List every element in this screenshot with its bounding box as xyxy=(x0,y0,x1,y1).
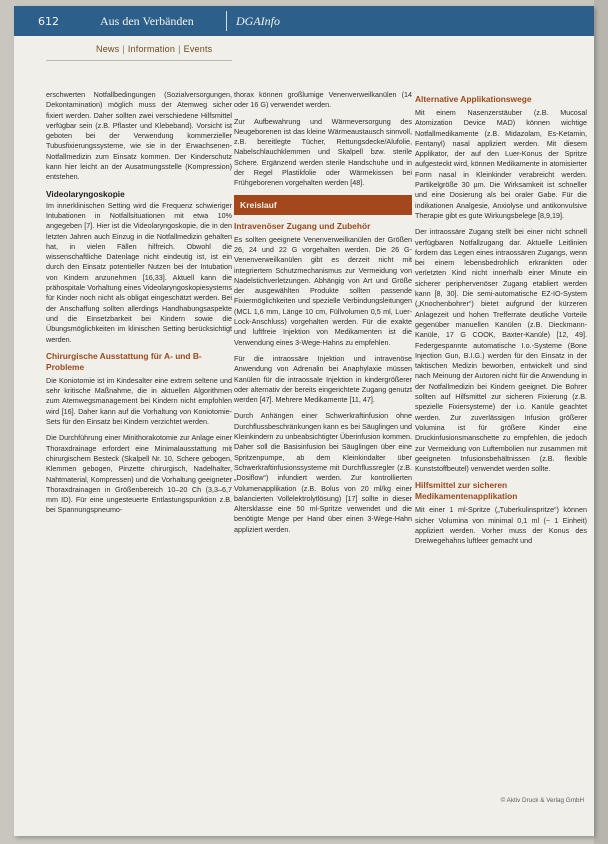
paragraph: Die Durchführung einer Minithorakotomie zur Anlage einer Thoraxdrainage erfordert eine Minimalausstattung mit chirurgischem Besteck (Skalpell Nr. 10, Schere gebogen, Klemmen gebogen, Pinzette chirurgisch, Nadelhalter, Nahtmaterial, Kompressen) und die Vorhaltung geeigneter Thoraxdrainagen in Größenbereich 10–20 Ch (3,3–6,7 mm ID). Für eine ungesteuerte Entlastungspunktion z.B. bei Spannungspneumo- xyxy=(46,433,232,515)
header-divider xyxy=(226,11,227,31)
page-number: 612 xyxy=(38,15,59,28)
brand-name: DGAInfo xyxy=(236,14,280,28)
paragraph: Für die intraossäre Injektion und intravenöse Anwendung von Adrenalin bei Anaphylaxie müssen Kanülen für die intraossale Injektion in kindergrößerer oder alternativ der bereits eingerichtete Zugang genutzt werden [47]. Mehrere Medikamente [11, 47]. xyxy=(234,353,412,405)
heading-chirurgische-ausstattung: Chirurgische Ausstattung für A- und B-Probleme xyxy=(46,350,202,372)
paragraph: Es sollten geeignete Venenverweilkanülen der Größen 26, 24 und 22 G vorgehalten werden. Die 26 G-Venenverweilkanülen gibt es derzeit nicht mit integriertem Schutzmechanismus zur Vermeidung von Nadelstichverletzungen. Abhängig von Art und Größe der ausgewählten Produkte sollten passende Fixiermöglichkeiten und spezielle Verbindungsleitungen (MCL 1,6 mm, Länge 10 cm, Füllvolumen 0,5 ml, Luer-Lock-Anschluss) vorgehalten werden. Für die exakte und luftfreie Injektion von Medikamenten ist die Verwendung eines 3-Wege-Hahns zu empfehlen. xyxy=(234,234,412,347)
paragraph: Durch Anhängen einer Schwerkraftinfusion ohne Durchflussbeschränkungen kann es bei Säuglingen und Kleinkindern zu unbeabsichtigter Überinfusion kommen. Daher soll die Basisinfusion bei Säuglingen über eine Spritzenpumpe, ab dem Kleinkindalter über Schwerkraftinfusionssysteme mit Durchflussregler (z.B. „Dosiflow“) infundiert werden. Zur kontrollierten Volumenapplikation (z.B. Bolus von 20 ml/kg einer balancierten Vollelektrolytlösung) [17] sollte in dieser Altersklasse eine 50 ml-Spritze verwendet und die benötigte Menge per Hand über einen 3-Wege-Hahn appliziert werden. xyxy=(234,411,412,534)
paragraph: thorax können großlumige Venenverweilkanülen (14 oder 16 G) verwendet werden. xyxy=(234,90,412,110)
page-header xyxy=(14,6,594,36)
heading-intravenoeser-zugang: Intravenöser Zugang und Zubehör xyxy=(234,220,371,231)
subheader-news: News xyxy=(96,44,120,54)
column-right xyxy=(415,90,587,553)
paragraph: erschwerten Notfallbedingungen (Sozialversorgungen, Dekontamination) möglich muss der Atemweg sicher fixiert werden. Daher sollten zwei verschiedene Hilfsmittel verfügbar sein (z.B. Pflaster und Klebeband). Vorsicht ist geboten bei der Verwendung kommerzieller Tubusfixierungssysteme, wie sie in der Erwachsenen-Notfallmedizin zum Einsatz kommen. Der Kinderschutz kann hier leicht an der Ausatmungsstelle (Kompression) entstehen. xyxy=(46,90,232,182)
subheader-bar: News | Information | Events xyxy=(96,44,213,54)
heading-hilfsmittel: Hilfsmittel zur sicheren Medikamentenapplikation xyxy=(415,480,518,502)
paragraph: Die Koniotomie ist im Kindesalter eine extrem seltene und sehr kritische Maßnahme, die in aktuellen Algorithmen zum Atemwegsmanagement bei Kindern nicht empfohlen wird [16]. Daher kann auf die Vorhaltung von Koniotomie-Sets für den Einsatz bei Kindern verzichtet werden. xyxy=(46,375,232,427)
subheader-rule xyxy=(46,60,232,61)
paragraph: Im innerklinischen Setting wird die Frequenz schwieriger Intubationen in Notfallsituationen mit etwa 10% angegeben [7]. Hier ist die Videolaryngoskopie, die in den letzten Jahren auch Einzug in die Notfallmedizin gehalten hat, in vielen Fällen hilfreich. Obwohl die wissenschaftliche Datenlage nicht eindeutig ist, ist ein durch den Einsatz potentieller Nutzen bei der Intubation von Kindern anzunehmen [16,33]. Aktuell kann die prähospitale Vorhaltung eines Videolaryngoskopiesystems für Kinder noch nicht als obligat eingeschätzt werden. Bei der Anschaffung sollten allerdings Handhabungsaspekte und die Einsetzbarkeit bei Kindern sowie die Übungsmöglichkeiten im klinischen Setting berücksichtigt werden. xyxy=(46,200,232,344)
paragraph: Mit einer 1 ml-Spritze („Tuberkulinspritze“) können sicher Volumina von minimal 0,1 ml (~ 1 Einheit) appliziert werden. Vorher muss der Konus des Dreiwegehahns luftleer gemacht und xyxy=(415,505,587,546)
footer-credit: © Aktiv Druck & Verlag GmbH xyxy=(500,797,584,804)
heading-alternative-applikationswege: Alternative Applikationswege xyxy=(415,94,532,104)
column-middle xyxy=(234,90,412,541)
paragraph: Zur Aufbewahrung und Wärmeversorgung des Neugeborenen ist das kleine Wärmeaustausch sinnvoll, z.B. bereitlegte Tücher, Rettungsdecke/Alufolie, Nabelschlauchklemmen und Skalpell bzw. sterile Schere. Ergänzend werden sterile Handschuhe und in der Regel Plastikfolie oder Wärmekissen bei Frühgeborenen vorgehalten werden [48]. xyxy=(234,116,412,188)
paragraph: Der intraossäre Zugang stellt bei einer nicht schnell verfügbaren Notfallzugang dar. Aktuelle Leitlinien fordern das Legen eines intraossären Zugangs, wenn bei einem lebensbedrohlich erkrankten oder verletzten Kind nicht innerhalb einer Minute ein sicherer periphervenöser Zugang etabliert werden kann [8, 30]. Die semi-automatische EZ-IO-System („Knochenbohrer“) bietet aufgrund der kürzeren Anlagezeit und hohen Trefferrate deutliche Vorteile gegenüber manuellen Kanülen (z.B. Dieckmann-Kanüle, 17 G COOK, Baxter-Kanüle) [12, 49]. Federgespannte automatische I.o.-Systeme (Bone Injection Gun, B.I.G.) werden für den Einsatz in der taktischen Medizin beworben, entwickelt und sind nach Meinung der Autoren nicht für die Anwendung in der Notfallmedizin bei Kindern geeignet. Die Bohrer sollten auf Hilfsmittel zur sicheren Fixierung (z.B. spezielle Fixiersysteme) der i.o. Kanüle geachtet werden. Zur zuverlässigen Infusion größerer Volumina ist für größere Kinder eine Druckinfusionsmanschette zu empfehlen, die jedoch zur Vermeidung von Luftembolien nur zusammen mit geeigneten Infusionsbehältnissen (z.B. flexible Kunststoffbeutel) verwendet werden sollte. xyxy=(415,227,587,474)
paragraph: Mit einem Nasenzerstäuber (z.B. Mucosal Atomization Device MAD) können wichtige Notfallmedikamente (z.B. Midazolam, Es-Ketamin, Fentanyl) nasal appliziert werden. Mit diesem Applikator, der auf den Luer-Konus der Spritze aufgesteckt wird, können Medikamente in atomisierter Form nasal in Kleinkinder verabreicht werden. Partikelgröße 30 µm. Die Wirksamkeit ist schneller und eine Dosierung als bei oraler Gabe. Für die indikationen Analgesie, Anxiolyse und antikonvulsive Therapie gibt es gute Wirkungsbelege [8,9,19]. xyxy=(415,108,587,220)
subheading-video: Videolaryngoskopie xyxy=(46,188,125,199)
subheader-information: Information xyxy=(127,44,176,54)
column-left xyxy=(46,90,232,522)
scan-shadow xyxy=(594,0,608,844)
subheader-events: Events xyxy=(183,44,213,54)
magazine-page xyxy=(14,6,594,836)
section-band-kreislauf: Kreislauf xyxy=(234,195,412,215)
section-title: Aus den Verbänden xyxy=(100,14,194,28)
